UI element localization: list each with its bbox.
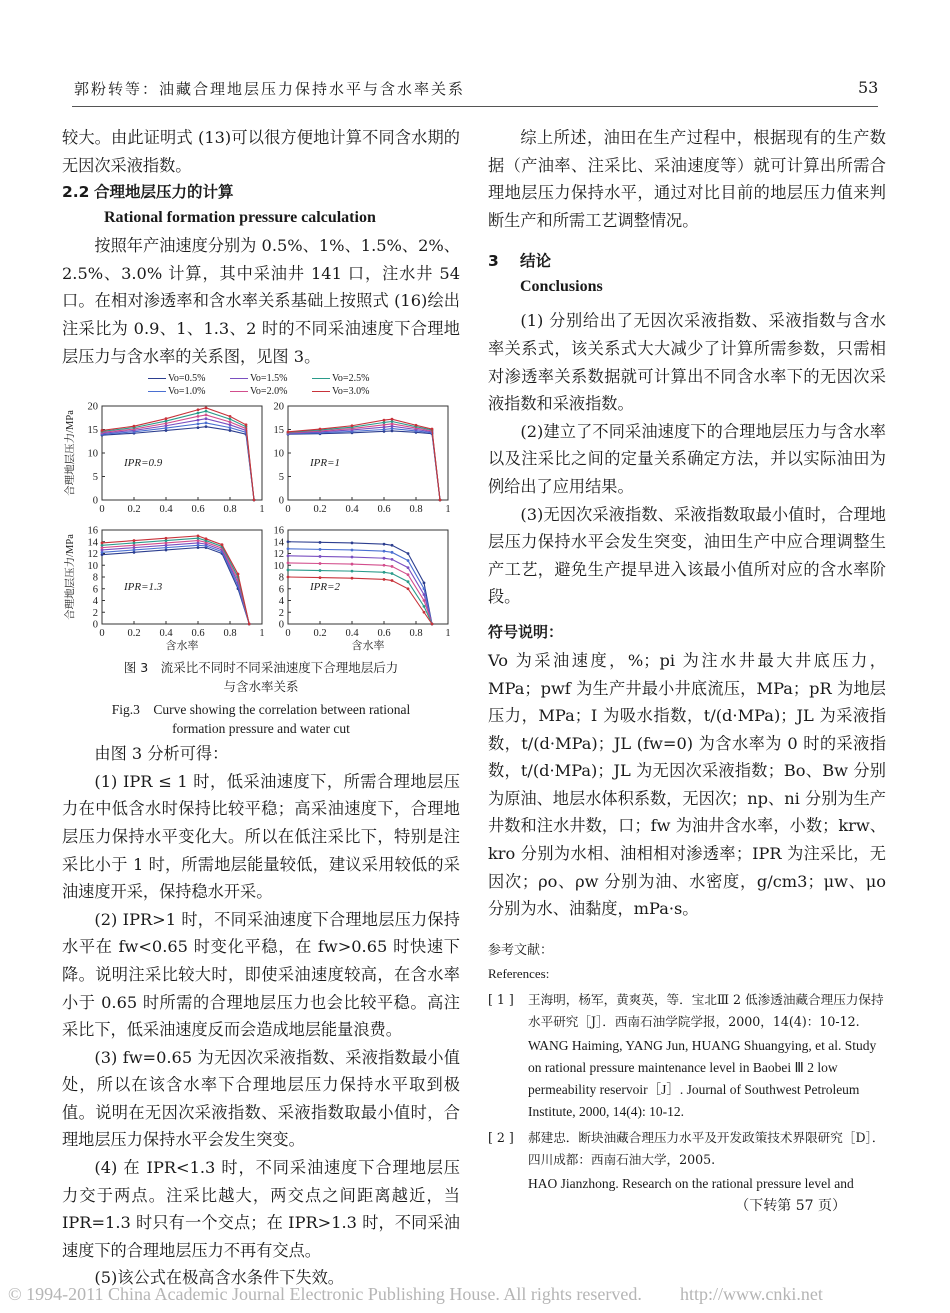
data-point: [205, 422, 208, 425]
data-point: [287, 569, 290, 572]
x-tick-label: 1: [259, 628, 265, 640]
data-point: [197, 535, 200, 538]
data-point: [221, 543, 224, 546]
y-axis-label: 合理地层压力/MPa: [65, 534, 76, 621]
y-tick-label: 5: [92, 472, 98, 484]
reference-number: [ 2 ]: [488, 1129, 514, 1145]
data-point: [197, 426, 200, 429]
x-tick-label: 1: [445, 628, 451, 640]
reference-en: HAO Jianzhong. Research on the rational pressure level and: [528, 1175, 854, 1191]
reference-number: [ 1 ]: [488, 991, 514, 1007]
figure-3-chart: [62, 402, 460, 654]
data-point: [319, 569, 322, 572]
figure-3: [62, 372, 460, 654]
y-tick-label: 5: [278, 472, 284, 484]
y-tick-label: 20: [273, 402, 284, 413]
data-point: [237, 573, 240, 576]
y-tick-label: 16: [273, 525, 284, 537]
paragraph-continued: 较大。由此证明式 (13)可以很方便地计算不同含水期的无因次采液指数。: [62, 128, 460, 175]
data-point: [287, 431, 290, 434]
section-title: 合理地层压力的计算: [94, 183, 234, 202]
page-number: 53: [858, 78, 879, 97]
x-tick-label: 0.2: [313, 504, 327, 516]
data-point: [423, 588, 426, 591]
data-point: [423, 599, 426, 602]
data-point: [229, 418, 232, 421]
data-point: [229, 421, 232, 424]
y-tick-label: 0: [92, 619, 98, 631]
x-axis-label: 含水率: [351, 640, 385, 653]
x-tick-label: 0.6: [377, 628, 391, 640]
reference-zh: 王海明，杨军，黄爽英，等．宝北Ⅲ 2 低渗透油藏合理压力保持水平研究［J］．西南石油学院学报，2000，14(4)：10-12.: [528, 991, 884, 1029]
analysis-item-2: (2) IPR>1 时，不同采油速度下合理地层压力保持水平在 fw<0.65 时变化平稳，在 fw>0.65 时快速下降。说明注采比较大时，即使采油速度较高，在含水率小于 0.65 时所需的合理地层压力也会比较平稳。高注采比下，低采油速度反而会造成地层能量浪费。: [62, 909, 460, 1040]
legend-item: Vo=0.5%: [148, 373, 205, 384]
data-point: [391, 558, 394, 561]
data-point: [248, 623, 251, 626]
panel-frame: [288, 406, 448, 500]
y-tick-label: 8: [278, 572, 284, 584]
x-tick-label: 0.6: [377, 504, 391, 516]
chart-legend: [62, 372, 460, 402]
x-tick-label: 0.6: [191, 628, 205, 640]
panel-label: IPR=1: [310, 457, 341, 470]
data-point: [205, 410, 208, 413]
data-point: [287, 541, 290, 544]
footer-copyright: © 1994-2011 China Academic Journal Electronic Publishing House. All rights reserved.: [8, 1284, 642, 1304]
section-heading: [62, 179, 460, 206]
data-point: [101, 542, 104, 545]
y-tick-label: 10: [87, 448, 98, 460]
figure-caption-en: Fig.3 Curve showing the correlation between rational formation pressure and water cut: [111, 702, 411, 737]
x-tick-label: 0.6: [191, 504, 205, 516]
data-point: [319, 576, 322, 579]
data-point: [229, 429, 232, 432]
data-point: [351, 570, 354, 573]
data-point: [351, 549, 354, 552]
legend-item: Vo=2.0%: [230, 386, 287, 397]
x-tick-label: 0.4: [345, 628, 359, 640]
x-tick-label: 0.4: [159, 504, 173, 516]
data-point: [423, 593, 426, 596]
y-tick-label: 2: [278, 607, 284, 619]
data-point: [383, 550, 386, 553]
data-point: [245, 424, 248, 427]
data-point: [351, 563, 354, 566]
data-point: [319, 541, 322, 544]
data-point: [165, 417, 168, 420]
data-point: [423, 611, 426, 614]
data-point: [383, 564, 386, 567]
data-point: [431, 623, 434, 626]
analysis-item-3: (3) fw=0.65 为无因次采液指数、采液指数最小值处，所以在该含水率下合理地层压力保持水平取到极值。说明在无因次采液指数、采液指数取最小值时，合理地层压力保持水平会发生突变。: [62, 1047, 460, 1150]
x-tick-label: 0.4: [159, 628, 173, 640]
x-tick-label: 0: [285, 628, 291, 640]
reference-en: WANG Haiming, YANG Jun, HUANG Shuangying, et al. Study on rational pressure maintenance level in Baobei Ⅲ 2 low permeability reservoir［J］. Journal of Southwest Petroleum Institute, 2000, 14(4): 10-12.: [528, 1037, 877, 1119]
y-tick-label: 10: [87, 560, 98, 572]
data-point: [351, 424, 354, 427]
data-point: [197, 415, 200, 418]
legend-item: Vo=1.0%: [148, 386, 205, 397]
data-point: [431, 428, 434, 431]
figure-caption-zh: 图 3 流采比不同时不同采油速度下合理地层后力 与含水率关系: [123, 660, 399, 695]
footer-url[interactable]: http://www.cnki.net: [680, 1284, 823, 1304]
data-point: [351, 577, 354, 580]
y-tick-label: 10: [273, 448, 284, 460]
x-tick-label: 0.8: [223, 504, 237, 516]
paragraph-calculation: 按照年产油速度分别为 0.5%、1%、1.5%、2%、2.5%、3.0% 计算，其中采油井 141 口，注水井 54 口。在相对渗透率和含水率关系基础上按照式 (16)绘出注采比为 0.9、1、1.3、2 时的不同采油速度下合理地层压力与含水率的关系图，见图 3。: [62, 236, 460, 366]
data-point: [415, 424, 418, 427]
section-title-en: Conclusions: [520, 278, 603, 296]
data-point: [287, 555, 290, 558]
data-point: [197, 412, 200, 415]
x-tick-label: 0: [99, 628, 105, 640]
data-point: [205, 417, 208, 420]
data-point: [319, 562, 322, 565]
data-point: [319, 548, 322, 551]
panel-label: IPR=0.9: [124, 457, 163, 470]
data-point: [391, 418, 394, 421]
panel-label: IPR=2: [310, 581, 341, 594]
x-axis-label: 含水率: [165, 640, 199, 653]
references-heading: 参考文献：: [488, 942, 554, 958]
data-point: [407, 566, 410, 569]
section-heading: [488, 248, 886, 275]
y-tick-label: 0: [278, 619, 284, 631]
data-point: [439, 499, 442, 502]
data-point: [133, 425, 136, 428]
y-tick-label: 10: [273, 560, 284, 572]
data-point: [391, 544, 394, 547]
analysis-item-1: (1) IPR ≤ 1 时，低采油速度下，所需合理地层压力在中低含水时保持比较平稳；高采油速度下，合理地层压力保持水平变化大。所以在低注采比下，特别是注采比小于 1 时，所需地层能量较低，建议采用较低的采油速度开采，保持稳水开采。: [62, 771, 460, 902]
reference-item-2: [488, 1127, 886, 1195]
y-tick-label: 14: [273, 537, 284, 549]
data-point: [391, 572, 394, 575]
y-tick-label: 20: [87, 402, 98, 413]
x-tick-label: 0.2: [127, 628, 141, 640]
data-point: [383, 419, 386, 422]
data-point: [391, 565, 394, 568]
data-point: [229, 415, 232, 418]
conclusion-2: (2)建立了不同采油速度下的合理地层压力与含水率以及注采比之间的定量关系确定方法，并以实际油田为例给出了应用结果。: [488, 421, 886, 496]
data-point: [205, 407, 208, 410]
y-tick-label: 8: [92, 572, 98, 584]
x-tick-label: 1: [259, 504, 265, 516]
section-number: 2.2: [62, 183, 90, 202]
references-heading-en: References:: [488, 965, 550, 981]
y-tick-label: 16: [87, 525, 98, 537]
y-tick-label: 15: [273, 425, 284, 437]
data-point: [391, 579, 394, 582]
data-point: [391, 551, 394, 554]
data-point: [133, 539, 136, 542]
data-point: [287, 576, 290, 579]
legend-item: Vo=3.0%: [312, 386, 369, 397]
data-point: [287, 548, 290, 551]
legend-item: Vo=2.5%: [312, 373, 369, 384]
data-point: [229, 424, 232, 427]
x-tick-label: 0.2: [313, 628, 327, 640]
symbols-list: Vo 为采油速度，%；pi 为注水井最大井底压力，MPa；pwf 为生产井最小井底流压，MPa；pR 为地层压力，MPa；I 为吸水指数，t/(d·MPa)；JL 为采液指数，t/(d·MPa)；JL (fw=0) 为含水率为 0 时的采液指数，t/(d·MPa)；JL 为无因次采液指数；Bo、Bw 分别为原油、地层水体积系数，无因次；np、ni 分别为生产井数和注水井数，口；fw 为油井含水率，小数；krw、kro 分别为水相、油相相对渗透率；IPR 为注采比，无因次；ρo、ρw 分别为油、水密度，g/cm3；μw、μo 分别为水、油黏度，mPa·s。: [488, 650, 886, 919]
y-tick-label: 4: [278, 596, 284, 608]
data-point: [197, 409, 200, 412]
x-tick-label: 0: [285, 504, 291, 516]
data-point: [205, 538, 208, 541]
data-point: [351, 556, 354, 559]
x-tick-label: 0.8: [409, 628, 423, 640]
x-tick-label: 1: [445, 504, 451, 516]
data-point: [287, 562, 290, 565]
y-axis-label: 合理地层压力/MPa: [65, 410, 76, 497]
y-tick-label: 6: [278, 584, 284, 596]
legend-item: Vo=1.5%: [230, 373, 287, 384]
reference-zh: 郝建忠．断块油藏合理压力水平及开发政策技术界限研究［D］．四川成都：西南石油大学，2005.: [528, 1129, 885, 1167]
y-tick-label: 0: [92, 495, 98, 507]
analysis-item-4: (4) 在 IPR<1.3 时，不同采油速度下合理地层压力交于两点。注采比越大，两交点之间距离越近，当 IPR=1.3 时只有一个交点；在 IPR>1.3 时，不同采油速度下的合理地层压力不再有交点。: [62, 1158, 460, 1260]
panel-label: IPR=1.3: [124, 581, 163, 594]
paragraph-summary: 综上所述，油田在生产过程中，根据现有的生产数据（产油率、注采比、采油速度等）就可计算出所需合理地层压力保持水平，通过对比目前的地层压力值来判断生产和所需工艺调整情况。: [488, 128, 886, 230]
data-point: [383, 578, 386, 581]
data-point: [253, 499, 256, 502]
data-point: [101, 429, 104, 432]
data-point: [407, 552, 410, 555]
y-tick-label: 6: [92, 584, 98, 596]
running-header-title: 郭粉转等：油藏合理地层压力保持水平与含水率关系: [74, 80, 466, 98]
data-point: [383, 543, 386, 546]
y-tick-label: 4: [92, 596, 98, 608]
continued-note: （下转第 57 页）: [735, 1197, 846, 1214]
data-point: [197, 423, 200, 426]
y-tick-label: 2: [92, 607, 98, 619]
data-point: [229, 426, 232, 429]
data-point: [165, 537, 168, 540]
y-tick-label: 15: [87, 425, 98, 437]
right-column: [488, 124, 886, 1217]
left-column: [62, 124, 460, 1292]
header-rule: [72, 106, 878, 107]
data-point: [205, 425, 208, 428]
x-tick-label: 0.8: [409, 504, 423, 516]
data-point: [205, 414, 208, 417]
data-point: [407, 580, 410, 583]
conclusion-1: (1) 分别给出了无因次采液指数、采液指数与含水率关系式，该关系式大大减少了计算所需参数，只需相对渗透率关系数据就可计算出不同含水率下的无因次采液指数和采液指数。: [488, 311, 886, 414]
data-point: [319, 428, 322, 431]
data-point: [351, 542, 354, 545]
section-title: 结论: [520, 252, 552, 271]
data-point: [407, 588, 410, 591]
x-tick-label: 0.2: [127, 504, 141, 516]
conclusion-3: (3)无因次采液指数、采液指数取最小值时，合理地层压力保持水平会发生突变，油田生产中应合理调整生产工艺，避免生产提早进入该最小值所对应的含水率阶段。: [488, 504, 886, 607]
y-tick-label: 14: [87, 537, 98, 549]
data-point: [423, 582, 426, 585]
data-point: [383, 571, 386, 574]
analysis-item-5: (5)该公式在极高含水条件下失效。: [94, 1268, 344, 1288]
y-tick-label: 12: [273, 549, 284, 561]
reference-item-1: [488, 989, 886, 1123]
x-tick-label: 0: [99, 504, 105, 516]
paragraph-analysis-intro: 由图 3 分析可得：: [94, 744, 229, 764]
symbols-heading: 符号说明：: [488, 622, 564, 641]
section-number: 3: [488, 252, 499, 271]
x-tick-label: 0.4: [345, 504, 359, 516]
data-point: [319, 555, 322, 558]
data-point: [383, 557, 386, 560]
data-point: [407, 559, 410, 562]
data-point: [423, 605, 426, 608]
y-tick-label: 12: [87, 549, 98, 561]
y-tick-label: 0: [278, 495, 284, 507]
data-point: [407, 573, 410, 576]
x-tick-label: 0.8: [223, 628, 237, 640]
data-point: [197, 419, 200, 422]
section-title-en: Rational formation pressure calculation: [104, 209, 376, 227]
